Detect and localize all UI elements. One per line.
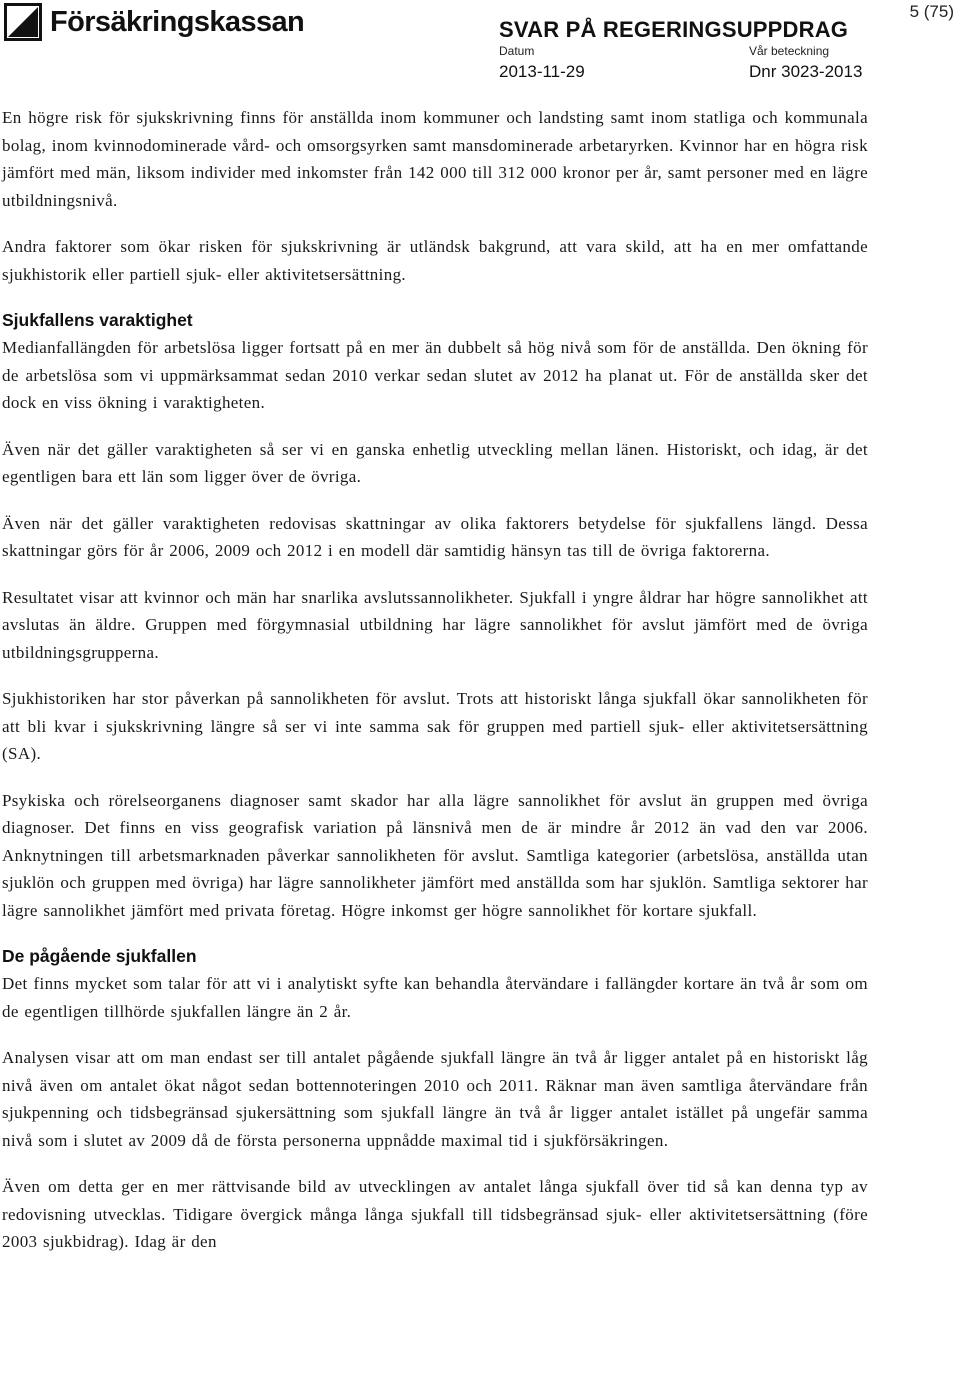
paragraph: Sjukhistoriken har stor påverkan på sannolikheten för avslut. Trots att historiskt långa sjukfall ökar sannolikheten för att bli kvar i sjukskrivning längre så ser vi inte samma sak för gruppen med partiell sjuk- eller aktivitetsersättning (SA). [2, 689, 868, 763]
paragraph: Även när det gäller varaktigheten redovisas skattningar av olika faktorers betydelse för sjukfallens längd. Dessa skattningar görs för år 2006, 2009 och 2012 i en modell där samtidig hänsyn tas till de övriga faktorerna. [2, 513, 868, 560]
page-number: 5 (75) [909, 2, 954, 21]
page-header [0, 0, 960, 88]
section-heading: De pågående sjukfallen [2, 946, 197, 966]
section-heading: Sjukfallens varaktighet [2, 310, 193, 330]
reference-value: Dnr 3023-2013 [749, 62, 863, 81]
document-type: SVAR PÅ REGERINGSUPPDRAG [499, 17, 849, 42]
paragraph: Medianfallängden för arbetslösa ligger fortsatt på en mer än dubbelt så hög nivå som för de anställda. Den ökning för de arbetslösa som vi uppmärksammat sedan 2010 verkar sedan slutet av 2012 ha planat ut. För de anställda sker det dock en viss ökning i varaktigheten. [2, 338, 868, 412]
paragraph: Det finns mycket som talar för att vi i analytiskt syfte kan behandla återvändare i fallängder kortare än två år som om de egentligen tillhörde sjukfallen längre än 2 år. [2, 974, 868, 1021]
date-value: 2013-11-29 [499, 62, 585, 81]
logo-mark-icon [4, 3, 42, 41]
paragraph: Även när det gäller varaktigheten så ser vi en ganska enhetlig utveckling mellan länen. Historiskt, och idag, är det egentligen bara ett län som ligger över de övriga. [2, 439, 868, 486]
org-logo [4, 2, 304, 42]
paragraph: En högre risk för sjukskrivning finns för anställda inom kommuner och landsting samt inom statliga och kommunala bolag, inom kvinnodominerade vård- och omsorgsyrken samt mansdominerade arbetaryrken. Kvinnor har en högra risk jämfört med män, liksom individer med inkomster från 142 000 till 312 000 kronor per år, samt personer med en lägre utbildningsnivå. [2, 108, 868, 210]
document-body [2, 104, 868, 1275]
paragraph: Även om detta ger en mer rättvisande bild av utvecklingen av antalet långa sjukfall över tid så kan denna typ av redovisning utvecklas. Tidigare övergick många långa sjukfall till tidsbegränsad sjuk- eller aktivitetsersättning (före 2003 sjukbidrag). Idag är den [2, 1177, 868, 1251]
org-name: Försäkringskassan [50, 5, 305, 38]
reference-label: Vår beteckning [749, 44, 830, 58]
date-label: Datum [499, 44, 535, 58]
paragraph: Analysen visar att om man endast ser till antalet pågående sjukfall längre än två år ligger antalet på en historiskt låg nivå även om antalet ökat något sedan bottennoteringen 2010 och 2011. Räknar man även samtliga återvändare från sjukpenning och tidsbegränsad sjukersättning som sjukfall längre än två år ligger antalet istället på ungefär samma nivå som i slutet av 2009 då de första personerna uppnådde maximal tid i sjukförsäkringen. [2, 1048, 868, 1150]
paragraph: Andra faktorer som ökar risken för sjukskrivning är utländsk bakgrund, att vara skild, att ha en mer omfattande sjukhistorik eller partiell sjuk- eller aktivitetsersättning. [2, 237, 868, 284]
paragraph: Psykiska och rörelseorganens diagnoser samt skador har alla lägre sannolikhet för avslut än gruppen med övriga diagnoser. Det finns en viss geografisk variation på länsnivå men de är mindre år 2012 än vad den var 2006. Anknytningen till arbetsmarknaden påverkar sannolikheten för avslut. Samtliga kategorier (arbetslösa, anställda utan sjuklön och gruppen med övriga) har lägre sannolikheter jämfört med anställda som har sjuklön. Samtliga sektorer har lägre sannolikhet jämfört med privata företag. Högre inkomst ger högre sannolikhet för kortare sjukfall. [2, 790, 868, 920]
paragraph: Resultatet visar att kvinnor och män har snarlika avslutssannolikheter. Sjukfall i yngre åldrar har högre sannolikhet att avslutas än äldre. Gruppen med förgymnasial utbildning har lägre sannolikhet för avslut jämfört med de övriga utbildningsgrupperna. [2, 587, 868, 662]
